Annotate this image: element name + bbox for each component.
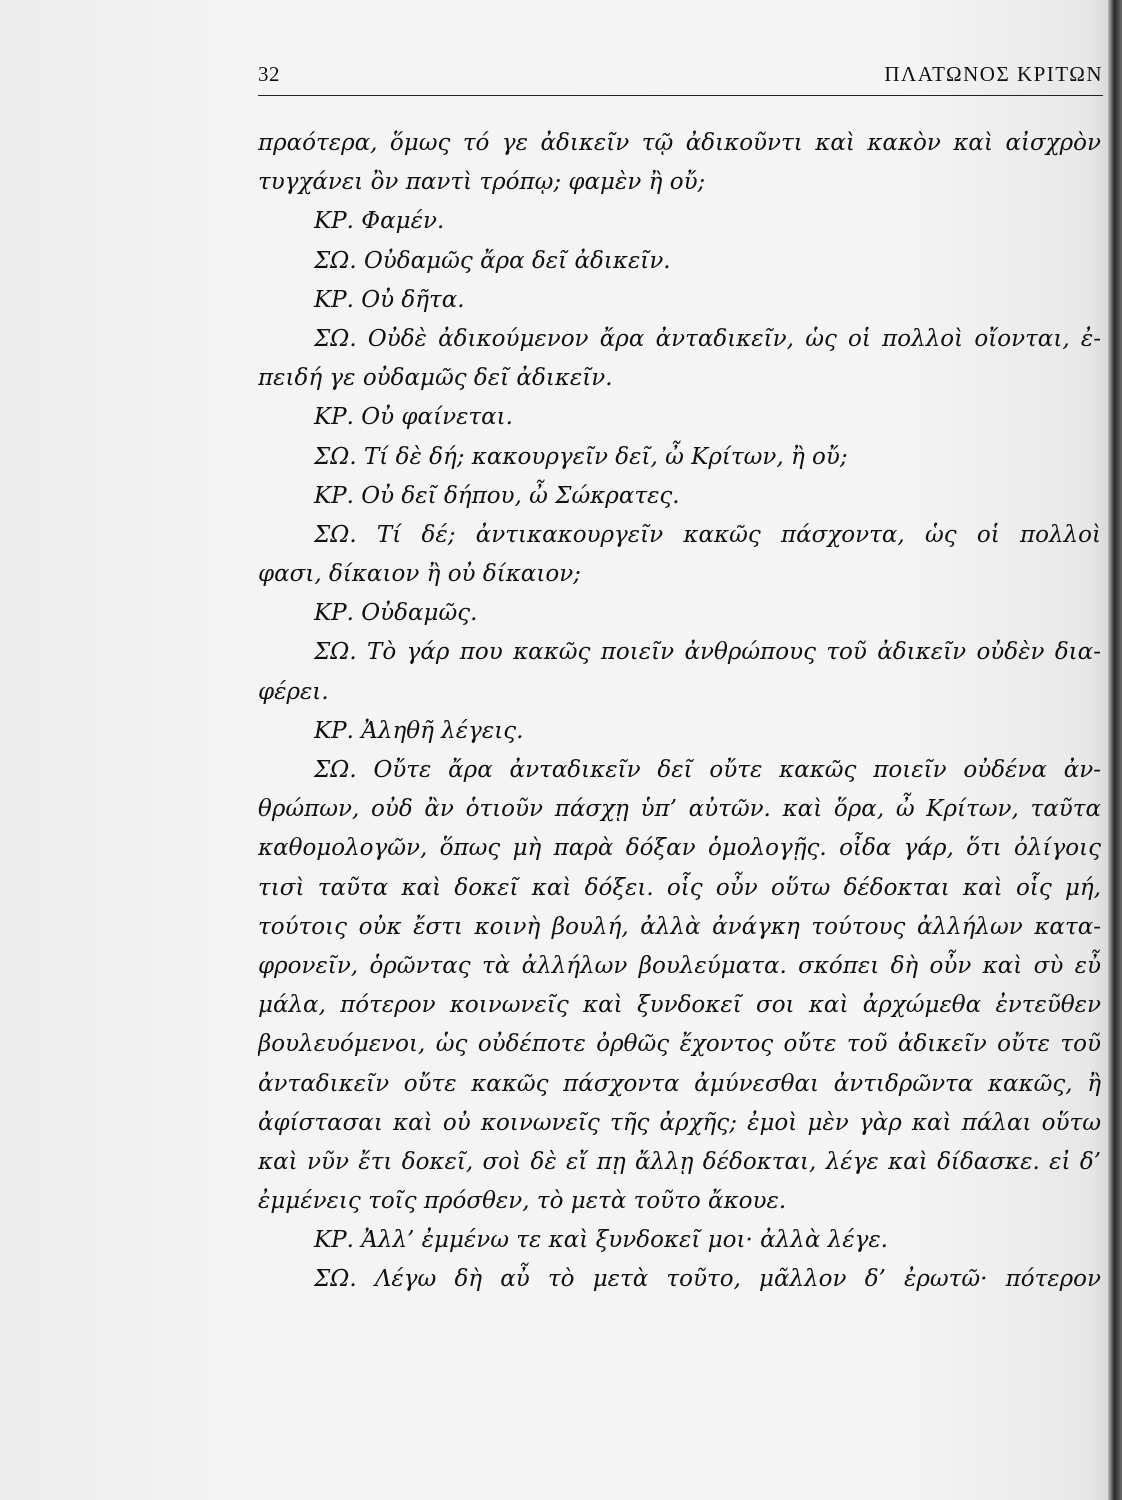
header-rule xyxy=(258,95,1103,96)
text-line: φέρει. xyxy=(258,678,329,705)
text-line: τισὶ ταῦτα καὶ δοκεῖ καὶ δόξει. οἷς οὖν οὕτω δέδοκται καὶ οἷς μή, xyxy=(258,874,1101,901)
text-line: τούτοις οὐκ ἔστι κοινὴ βουλή, ἀλλὰ ἀνάγκη τούτους ἀλλήλων κατα- xyxy=(258,913,1101,940)
speaker-line: ΣΩ. Τί δέ; ἀντικακουργεῖν κακῶς πάσχοντα, ὡς οἱ πολλοὶ xyxy=(314,521,1101,548)
speaker-line: ΚΡ. Οὐ δεῖ δήπου, ὦ Σώκρατες. xyxy=(314,482,680,509)
text-line: θρώπων, οὐδ ἂν ὁτιοῦν πάσχῃ ὑπ’ αὐτῶν. καὶ ὅρα, ὦ Κρίτων, ταῦτα xyxy=(258,796,1101,823)
speaker-line: ΣΩ. Οὐδαμῶς ἄρα δεῖ ἀδικεῖν. xyxy=(314,247,671,274)
speaker-line: ΚΡ. Οὐ φαίνεται. xyxy=(314,404,513,431)
text-line: καθομολογῶν, ὅπως μὴ παρὰ δόξαν ὁμολογῇς. οἶδα γάρ, ὅτι ὀλίγοις xyxy=(258,835,1101,862)
body-text xyxy=(258,124,1101,1300)
speaker-line: ΚΡ. Φαμέν. xyxy=(314,208,445,235)
running-title: ΠΛΑΤΩΝΟΣ ΚΡΙΤΩΝ xyxy=(884,62,1103,86)
page-edge-shadow xyxy=(1108,0,1122,1500)
text-line: τυγχάνει ὂν παντὶ τρόπῳ; φαμὲν ἢ οὔ; xyxy=(258,169,706,196)
text-line: φασι, δίκαιον ἢ οὐ δίκαιον; xyxy=(258,561,581,588)
text-line: πειδή γε οὐδαμῶς δεῖ ἀδικεῖν. xyxy=(258,365,613,392)
text-line: ἀνταδικεῖν οὔτε κακῶς πάσχοντα ἀμύνεσθαι ἀντιδρῶντα κακῶς, ἢ xyxy=(258,1070,1101,1097)
speaker-line: ΣΩ. Τί δὲ δή; κακουργεῖν δεῖ, ὦ Κρίτων, ἢ οὔ; xyxy=(314,443,848,470)
speaker-line: ΣΩ. Οὔτε ἄρα ἀνταδικεῖν δεῖ οὔτε κακῶς ποιεῖν οὐδένα ἀν- xyxy=(314,757,1101,783)
speaker-line: ΚΡ. Οὐδαμῶς. xyxy=(314,600,478,627)
text-line: ἐμμένεις τοῖς πρόσθεν, τὸ μετὰ τοῦτο ἄκουε. xyxy=(258,1188,787,1215)
text-line: ἀφίστασαι καὶ οὐ κοινωνεῖς τῆς ἀρχῆς; ἐμοὶ μὲν γὰρ καὶ πάλαι οὕτω xyxy=(258,1109,1101,1136)
speaker-line: ΚΡ. Οὐ δῆτα. xyxy=(314,286,465,313)
text-line: φρονεῖν, ὁρῶντας τὰ ἀλλήλων βουλεύματα. σκόπει δὴ οὖν καὶ σὺ εὖ xyxy=(258,952,1101,979)
speaker-line: ΣΩ. Τὸ γάρ που κακῶς ποιεῖν ἀνθρώπους τοῦ ἀδικεῖν οὐδὲν δια- xyxy=(314,639,1101,666)
text-line: βουλευόμενοι, ὡς οὐδέποτε ὀρθῶς ἔχοντος οὔτε τοῦ ἀδικεῖν οὔτε τοῦ xyxy=(258,1031,1101,1058)
text-line: μάλα, πότερον κοινωνεῖς καὶ ξυνδοκεῖ σοι καὶ ἀρχώμεθα ἐντεῦθεν xyxy=(258,992,1101,1019)
speaker-line: ΚΡ. Ἀλλ’ ἐμμένω τε καὶ ξυνδοκεῖ μοι· ἀλλὰ λέγε. xyxy=(314,1227,888,1254)
text-line: καὶ νῦν ἔτι δοκεῖ, σοὶ δὲ εἴ πῃ ἄλλῃ δέδοκται, λέγε καὶ δίδασκε. εἰ δ’ xyxy=(258,1148,1101,1175)
speaker-line: ΚΡ. Ἀληθῆ λέγεις. xyxy=(314,717,524,744)
text-line: πραότερα, ὅμως τό γε ἀδικεῖν τῷ ἀδικοῦντι καὶ κακὸν καὶ αἰσχρὸν xyxy=(258,130,1101,156)
speaker-line: ΣΩ. Λέγω δὴ αὖ τὸ μετὰ τοῦτο, μᾶλλον δ’ ἐρωτῶ· πότερον xyxy=(314,1266,1101,1293)
speaker-line: ΣΩ. Οὐδὲ ἀδικούμενον ἄρα ἀνταδικεῖν, ὡς οἱ πολλοὶ οἴονται, ἐ- xyxy=(314,325,1101,352)
page-number: 32 xyxy=(258,62,280,86)
page-header xyxy=(258,58,1103,94)
